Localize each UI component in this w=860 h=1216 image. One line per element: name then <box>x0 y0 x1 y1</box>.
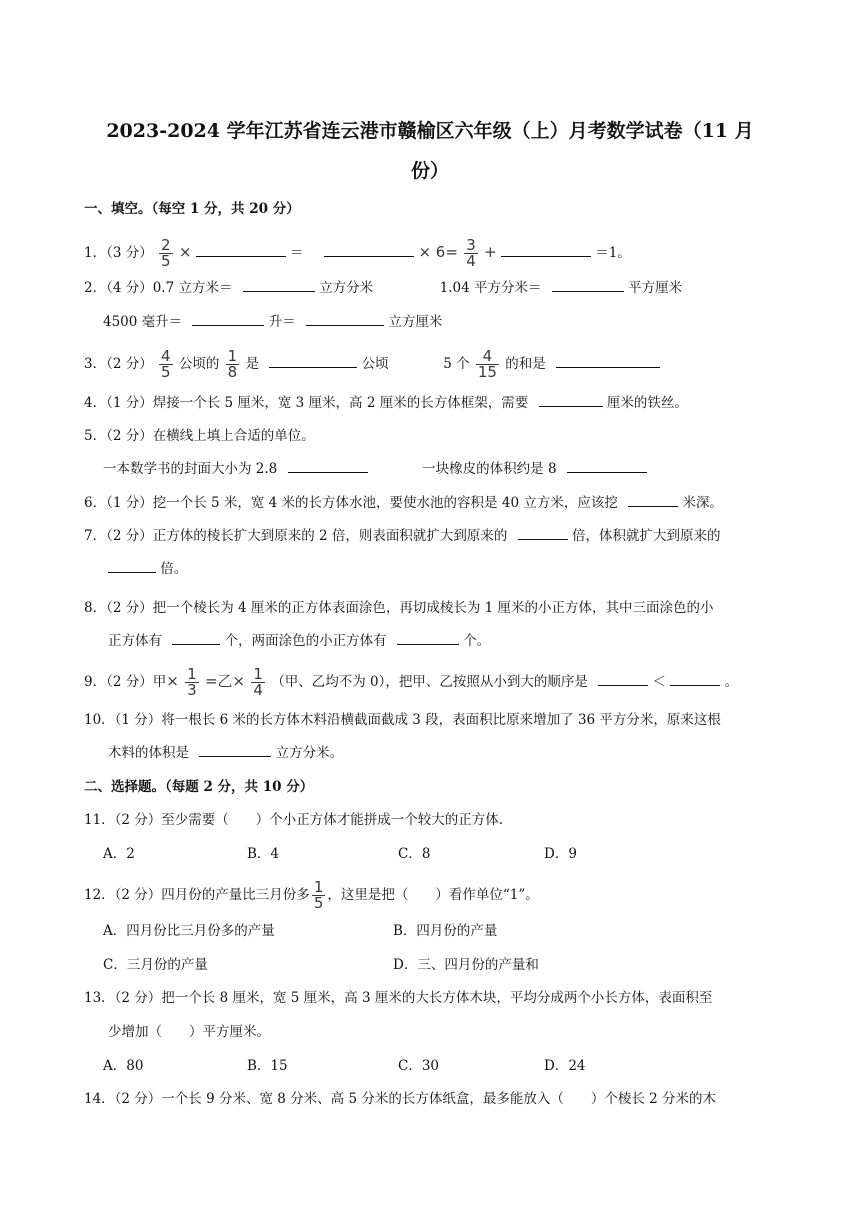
less-than-sign: ＜ <box>652 674 666 690</box>
page-title: 2023-2024 学年江苏省连云港市赣榆区六年级（上）月考数学试卷（11 月 <box>106 120 754 142</box>
question-6-text: 米深。 <box>682 495 723 511</box>
question-2-text: 1.04 平方分米＝ <box>439 280 542 296</box>
answer-blank[interactable] <box>192 311 264 326</box>
question-5-text: 一本数学书的封面大小为 2.8 <box>103 461 278 477</box>
question-5-text: 一块橡皮的体积约是 8 <box>422 461 557 477</box>
question-9-text: 。 <box>724 674 739 690</box>
fraction-1-3: $\frac{1}{3}$ <box>187 665 197 699</box>
question-2-text: 2．（4 分）0.7 立方米＝ <box>84 280 233 296</box>
equals-yi-times: =乙× <box>204 672 246 690</box>
question-7 <box>84 525 720 547</box>
question-4-text: 厘米的铁丝。 <box>606 395 688 411</box>
question-9 <box>84 667 738 698</box>
fraction-4-5: $\frac{4}{5}$ <box>161 347 171 381</box>
answer-blank[interactable] <box>199 742 271 757</box>
fraction-1-5: $\frac{1}{5}$ <box>313 878 324 912</box>
unit-text: 平方厘米 <box>628 280 683 296</box>
question-4-text: 4．（1 分）焊接一个长 5 厘米，宽 3 厘米，高 2 厘米的长方体框架，需要 <box>84 395 529 411</box>
answer-blank[interactable] <box>518 525 568 540</box>
question-3-prefix: 3．（2 分） <box>84 356 153 372</box>
question-2 <box>84 277 682 299</box>
option-a[interactable]: A．80 <box>103 1058 144 1074</box>
answer-blank[interactable] <box>243 277 315 292</box>
section-heading-fill-in: 一、填空。（每空 1 分，共 20 分） <box>84 201 300 217</box>
times-six: × 6= <box>418 243 458 261</box>
question-7-text: 倍。 <box>160 561 188 577</box>
unit-text: 立方分米 <box>319 280 374 296</box>
question-1 <box>84 238 631 269</box>
fraction-1-8: $\frac{1}{8}$ <box>227 347 238 381</box>
fraction-3-4: $\frac{3}{4}$ <box>466 236 476 270</box>
unit-text: 升＝ <box>268 314 296 330</box>
question-13-line-2: 少增加（ ）平方厘米。 <box>108 1024 270 1040</box>
question-8-line-2 <box>108 630 490 652</box>
question-12 <box>84 880 539 911</box>
question-7-line-2 <box>108 558 187 580</box>
question-3-text: 是 <box>245 356 260 372</box>
question-3 <box>84 349 660 380</box>
question-2-line-2 <box>103 311 442 333</box>
question-11: 11．（2 分）至少需要（ ）个小正方体才能拼成一个较大的正方体. <box>84 812 504 828</box>
answer-blank[interactable] <box>196 242 286 257</box>
answer-blank[interactable] <box>556 353 660 368</box>
option-b[interactable]: B．15 <box>247 1058 288 1074</box>
question-8-text: 正方体有 <box>108 633 162 649</box>
question-14: 14．（2 分）一个长 9 分米、宽 8 分米、高 5 分米的长方体纸盒，最多能放入（ ）个棱长 2 分米的木 <box>84 1091 716 1107</box>
question-5: 5．（2 分）在横线上填上合适的单位。 <box>84 428 315 444</box>
question-7-text: 7．（2 分）正方体的棱长扩大到原来的 2 倍，则表面积就扩大到原来的 <box>84 528 508 544</box>
times-sign: × <box>166 672 179 690</box>
unit-text: 公顷 <box>361 356 389 372</box>
question-7-text: 倍，体积就扩大到原来的 <box>571 528 721 544</box>
question-3-text: 公顷的 <box>178 356 220 372</box>
question-13: 13．（2 分）把一个长 8 厘米，宽 5 厘米，高 3 厘米的大长方体木块，平均分成两个小长方体，表面积至 <box>84 990 713 1006</box>
plus-sign: + <box>484 243 497 261</box>
option-c[interactable]: C．30 <box>398 1058 440 1074</box>
question-6 <box>84 492 723 514</box>
fraction-2-5: $\frac{2}{5}$ <box>161 236 171 270</box>
question-9-prefix: 9．（2 分）甲 <box>84 674 167 690</box>
option-b[interactable]: B．4 <box>247 846 280 862</box>
page-title-continued: 份） <box>410 160 449 182</box>
option-d[interactable]: D．三、四月份的产量和 <box>393 957 539 973</box>
answer-blank[interactable] <box>172 630 220 645</box>
option-a[interactable]: A．2 <box>103 846 135 862</box>
answer-blank[interactable] <box>288 458 368 473</box>
option-b[interactable]: B．四月份的产量 <box>393 923 498 939</box>
question-3-text: 的和是 <box>505 356 546 372</box>
question-10-text: 立方分米。 <box>275 745 344 761</box>
answer-blank[interactable] <box>567 458 647 473</box>
question-5-line-2 <box>103 458 647 480</box>
question-9-text: （甲、乙均不为 0），把甲、乙按照从小到大的顺序是 <box>271 674 588 690</box>
question-10-line-2 <box>108 742 343 764</box>
answer-blank[interactable] <box>397 630 459 645</box>
option-d[interactable]: D．24 <box>544 1058 586 1074</box>
answer-blank[interactable] <box>598 671 648 686</box>
answer-blank[interactable] <box>552 277 624 292</box>
answer-blank[interactable] <box>269 353 357 368</box>
option-c[interactable]: C．三月份的产量 <box>103 957 208 973</box>
option-d[interactable]: D．9 <box>544 846 577 862</box>
question-4 <box>84 392 688 414</box>
question-6-text: 6．（1 分）挖一个长 5 米，宽 4 米的长方体水池，要使水池的容积是 40 立方米，应该挖 <box>84 495 618 511</box>
equals-one: ＝1。 <box>595 245 631 261</box>
answer-blank[interactable] <box>324 242 414 257</box>
option-a[interactable]: A．四月份比三月份多的产量 <box>103 923 275 939</box>
answer-blank[interactable] <box>108 558 156 573</box>
question-8-text: 个。 <box>463 633 491 649</box>
answer-blank[interactable] <box>501 242 591 257</box>
question-1-prefix: 1．（3 分） <box>84 245 153 261</box>
times-sign: × <box>178 243 192 261</box>
question-10: 10．（1 分）将一根长 6 米的长方体木料沿横截面截成 3 段，表面积比原来增加了 36 平方分米，原来这根 <box>84 712 721 728</box>
question-10-text: 木料的体积是 <box>108 745 189 761</box>
equals-sign: ＝ <box>290 245 304 261</box>
answer-blank[interactable] <box>670 671 720 686</box>
question-3-text: 5 个 <box>443 356 470 372</box>
question-8-text: 个，两面涂色的小正方体有 <box>224 633 387 649</box>
unit-text: 立方厘米 <box>388 314 443 330</box>
answer-blank[interactable] <box>628 492 678 507</box>
question-8: 8．（2 分）把一个棱长为 4 厘米的正方体表面涂色，再切成棱长为 1 厘米的小正方体，其中三面涂色的小 <box>84 600 714 616</box>
option-c[interactable]: C．8 <box>398 846 431 862</box>
fraction-4-15: $\frac{4}{15}$ <box>477 347 497 381</box>
section-heading-multiple-choice: 二、选择题。（每题 2 分，共 10 分） <box>84 779 314 795</box>
question-12-text: 12．（2 分）四月份的产量比三月份多 <box>84 887 310 903</box>
answer-blank[interactable] <box>539 392 603 407</box>
fraction-1-4: $\frac{1}{4}$ <box>253 665 263 699</box>
question-2-text: 4500 毫升＝ <box>103 314 183 330</box>
answer-blank[interactable] <box>306 311 384 326</box>
question-12-text: ，这里是把（ ）看作单位“1”。 <box>327 887 539 903</box>
